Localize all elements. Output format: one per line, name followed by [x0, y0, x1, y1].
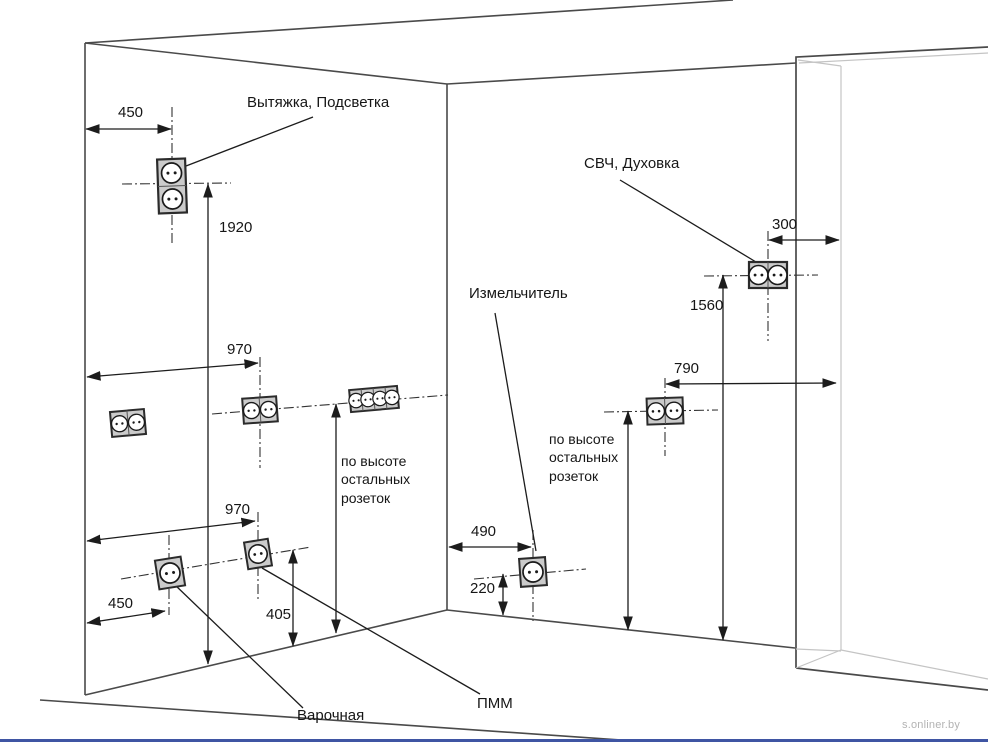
dishwasher-label: ПММ [477, 695, 513, 712]
dim-1920: 1920 [219, 219, 253, 236]
dim-970-bottom: 970 [225, 501, 251, 518]
dim-450-top: 450 [118, 104, 144, 121]
doorway-near-edge [796, 47, 988, 668]
row-height-note-right: по высоте остальных розеток [549, 431, 619, 484]
ceiling-edge-line [85, 0, 733, 43]
dim-970-top: 970 [227, 341, 253, 358]
microwave-leader-line [620, 180, 756, 262]
dim-300: 300 [772, 216, 798, 233]
right-double-socket-icon [647, 397, 684, 424]
hob-label: Варочная [297, 707, 365, 724]
dim-405: 405 [266, 606, 292, 623]
dim-arrow-970-top [87, 363, 258, 377]
hob-socket-icon [155, 557, 185, 590]
dishwasher-socket-icon [244, 539, 272, 569]
socket-centerlines [121, 107, 818, 621]
microwave-socket-icon [749, 262, 787, 288]
doorway-far-top-edge [799, 53, 988, 63]
doorway-sill-reveal [796, 649, 841, 651]
doorway-floor-corner [796, 650, 841, 668]
mid-double-socket-icon [242, 396, 278, 423]
microwave-label: СВЧ, Духовка [584, 155, 680, 172]
dim-arrow-970-bottom [87, 521, 255, 541]
dim-450-bottom: 450 [108, 595, 134, 612]
dimension-arrows [86, 129, 839, 664]
watermark: s.onliner.by [902, 719, 961, 731]
dim-220: 220 [470, 580, 496, 597]
hood-socket-icon [157, 159, 187, 214]
hob-leader-line [174, 584, 303, 708]
hood-label: Вытяжка, Подсветка [247, 94, 390, 111]
left-double-socket-icon [110, 409, 146, 437]
quad-socket-icon [348, 386, 400, 412]
dim-790: 790 [674, 360, 700, 377]
right-wall-floor-edge [447, 610, 795, 648]
row-height-note-left: по высоте остальных розеток [341, 453, 411, 506]
doorway-floor-near-edge [796, 668, 988, 690]
disposer-label: Измельчитель [469, 285, 568, 302]
dim-1560: 1560 [690, 297, 724, 314]
disposer-leader-line [495, 313, 536, 551]
doorway-far-floor-edge [841, 650, 988, 679]
dim-arrow-790 [666, 383, 836, 384]
left-wall-top-edge [85, 43, 447, 84]
doorway-opening [796, 47, 988, 690]
right-wall-top-edge [447, 63, 796, 84]
disposer-socket-icon [519, 557, 547, 587]
hood-leader-line [186, 117, 313, 166]
bottom-socket-row-centerline [121, 547, 311, 579]
dim-490: 490 [471, 523, 497, 540]
